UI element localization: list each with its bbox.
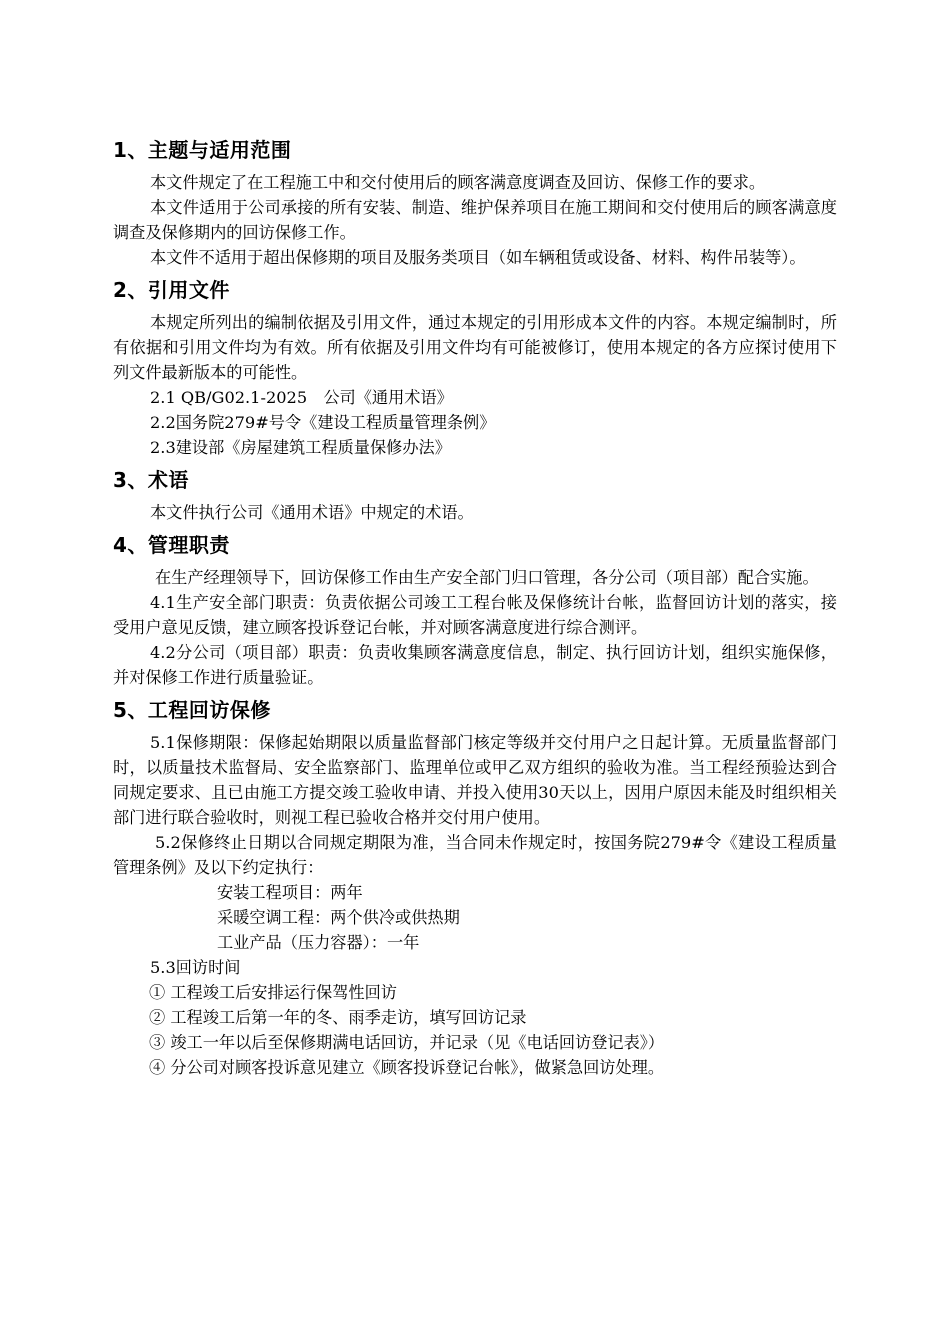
reference-item: 2.3建设部《房屋建筑工程质量保修办法》 <box>150 438 451 457</box>
document-page <box>113 136 837 1080</box>
section-heading: 1、主题与适用范围 <box>113 138 292 162</box>
subsection-label: 5.3回访时间 <box>150 958 241 977</box>
reference-item: 2.2国务院279#号令《建设工程质量管理条例》 <box>150 413 496 432</box>
paragraph: 4.2分公司（项目部）职责：负责收集顾客满意度信息，制定、执行回访计划，组织实施保修，并对保修工作进行质量验证。 <box>113 643 837 687</box>
paragraph: 本文件不适用于超出保修期的项目及服务类项目（如车辆租赁或设备、材料、构件吊装等）。 <box>150 248 806 267</box>
visit-item: ② 工程竣工后第一年的冬、雨季走访，填写回访记录 <box>149 1008 527 1027</box>
paragraph: 本文件规定了在工程施工中和交付使用后的顾客满意度调查及回访、保修工作的要求。 <box>150 173 766 192</box>
paragraph: 5.1保修期限：保修起始期限以质量监督部门核定等级并交付用户之日起计算。无质量监督部门时，以质量技术监督局、安全监察部门、监理单位或甲乙双方组织的验收为准。当工程经预验达到合同规定要求、且已由施工方提交竣工验收申请、并投入使用30天以上，因用户原因未能及时组织相关部门进行联合验收时，则视工程已验收合格并交付用户使用。 <box>113 733 837 827</box>
paragraph: 4.1生产安全部门职责：负责依据公司竣工工程台帐及保修统计台帐，监督回访计划的落实，接受用户意见反馈，建立顾客投诉登记台帐，并对顾客满意度进行综合测评。 <box>113 593 837 637</box>
visit-item: ① 工程竣工后安排运行保驾性回访 <box>149 983 397 1002</box>
visit-item: ③ 竣工一年以后至保修期满电话回访，并记录（见《电话回访登记表》） <box>149 1033 665 1052</box>
paragraph: 本文件适用于公司承接的所有安装、制造、维护保养项目在施工期间和交付使用后的顾客满意度调查及保修期内的回访保修工作。 <box>113 198 837 242</box>
reference-item: 2.1 QB/G02.1-2025 公司《通用术语》 <box>150 388 453 407</box>
term-item: 工业产品（压力容器）：一年 <box>217 933 420 952</box>
paragraph: 本规定所列出的编制依据及引用文件，通过本规定的引用形成本文件的内容。本规定编制时，所有依据和引用文件均为有效。所有依据及引用文件均有可能被修订，使用本规定的各方应探讨使用下列文件最新版本的可能性。 <box>113 313 837 382</box>
section-heading: 2、引用文件 <box>113 278 230 302</box>
visit-item: ④ 分公司对顾客投诉意见建立《顾客投诉登记台帐》，做紧急回访处理。 <box>149 1058 665 1077</box>
section-heading: 4、管理职责 <box>113 533 230 557</box>
term-item: 采暖空调工程：两个供冷或供热期 <box>217 908 460 927</box>
paragraph: 在生产经理领导下，回访保修工作由生产安全部门归口管理，各分公司（项目部）配合实施。 <box>155 568 819 587</box>
section-heading: 5、工程回访保修 <box>113 698 271 722</box>
paragraph: 本文件执行公司《通用术语》中规定的术语。 <box>150 503 474 522</box>
section-heading: 3、术语 <box>113 468 189 492</box>
paragraph: 5.2保修终止日期以合同规定期限为准，当合同未作规定时，按国务院279#令《建设工程质量管理条例》及以下约定执行： <box>113 833 837 877</box>
term-item: 安装工程项目：两年 <box>217 883 363 902</box>
